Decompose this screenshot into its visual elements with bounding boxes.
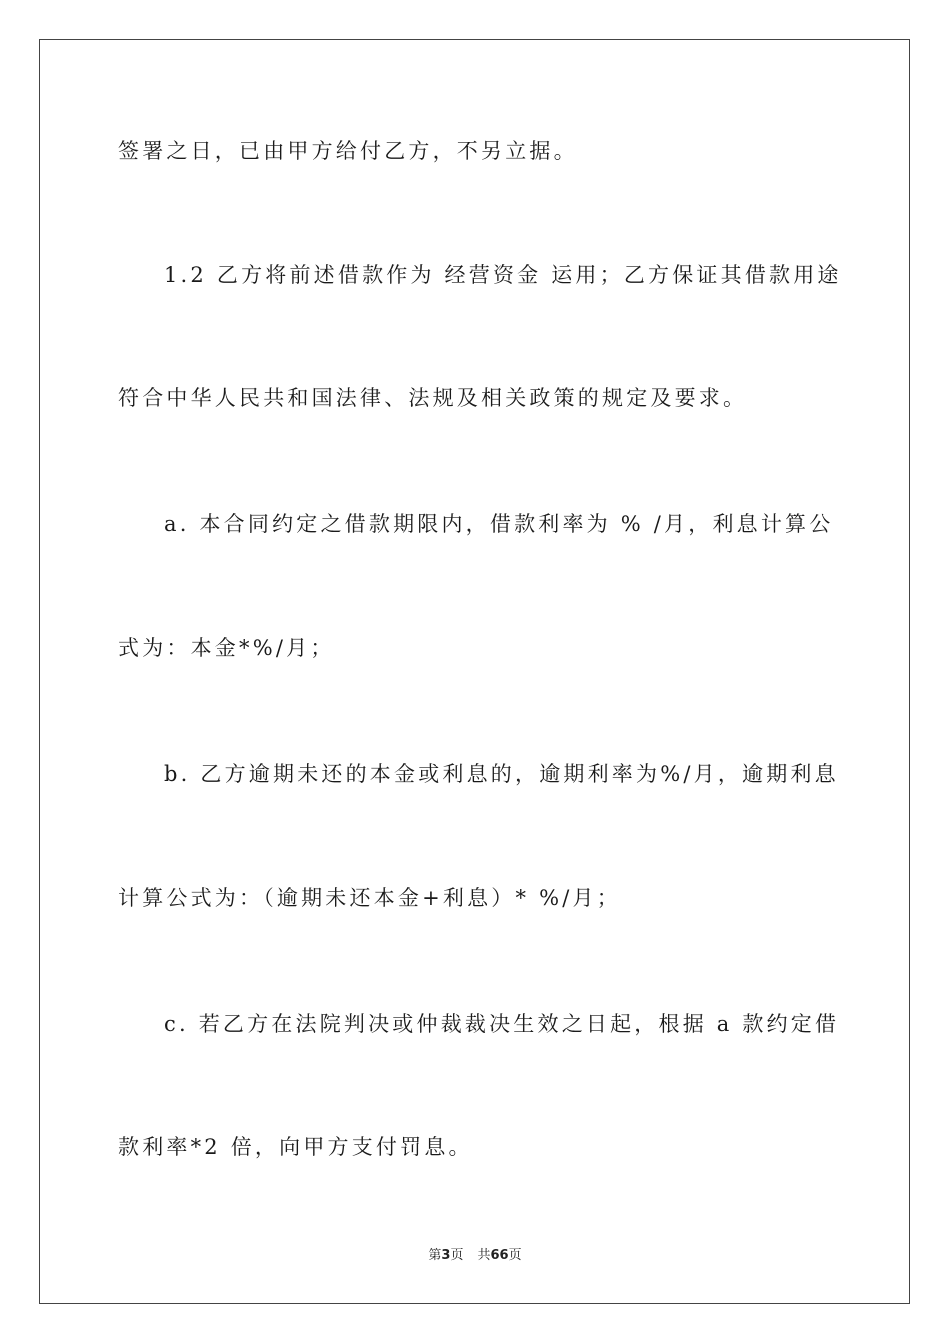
- page-suffix: 页: [450, 1248, 464, 1263]
- total-prefix: 共: [477, 1248, 491, 1263]
- page-footer: [0, 1247, 950, 1265]
- total-page-count: 66: [490, 1248, 509, 1263]
- paragraph-line: b. 乙方逾期未还的本金或利息的，逾期利率为%/月，逾期利息: [164, 762, 839, 786]
- paragraph-line: c. 若乙方在法院判决或仲裁裁决生效之日起，根据 a 款约定借: [164, 1012, 840, 1036]
- page-border: [39, 39, 910, 1304]
- paragraph-line: 1.2 乙方将前述借款作为 经营资金 运用；乙方保证其借款用途: [164, 263, 842, 287]
- paragraph-line: 计算公式为：（逾期未还本金+利息）* %/月；: [118, 886, 621, 910]
- paragraph-line: 签署之日，已由甲方给付乙方，不另立据。: [118, 139, 578, 163]
- paragraph-line: a. 本合同约定之借款期限内，借款利率为 % /月，利息计算公: [164, 512, 834, 536]
- total-suffix: 页: [508, 1248, 522, 1263]
- current-page-number: 3: [441, 1248, 451, 1263]
- paragraph-line: 款利率*2 倍，向甲方支付罚息。: [118, 1135, 473, 1159]
- paragraph-line: 式为：本金*%/月；: [118, 636, 335, 660]
- paragraph-line: 符合中华人民共和国法律、法规及相关政策的规定及要求。: [118, 386, 748, 410]
- page-prefix: 第: [428, 1248, 442, 1263]
